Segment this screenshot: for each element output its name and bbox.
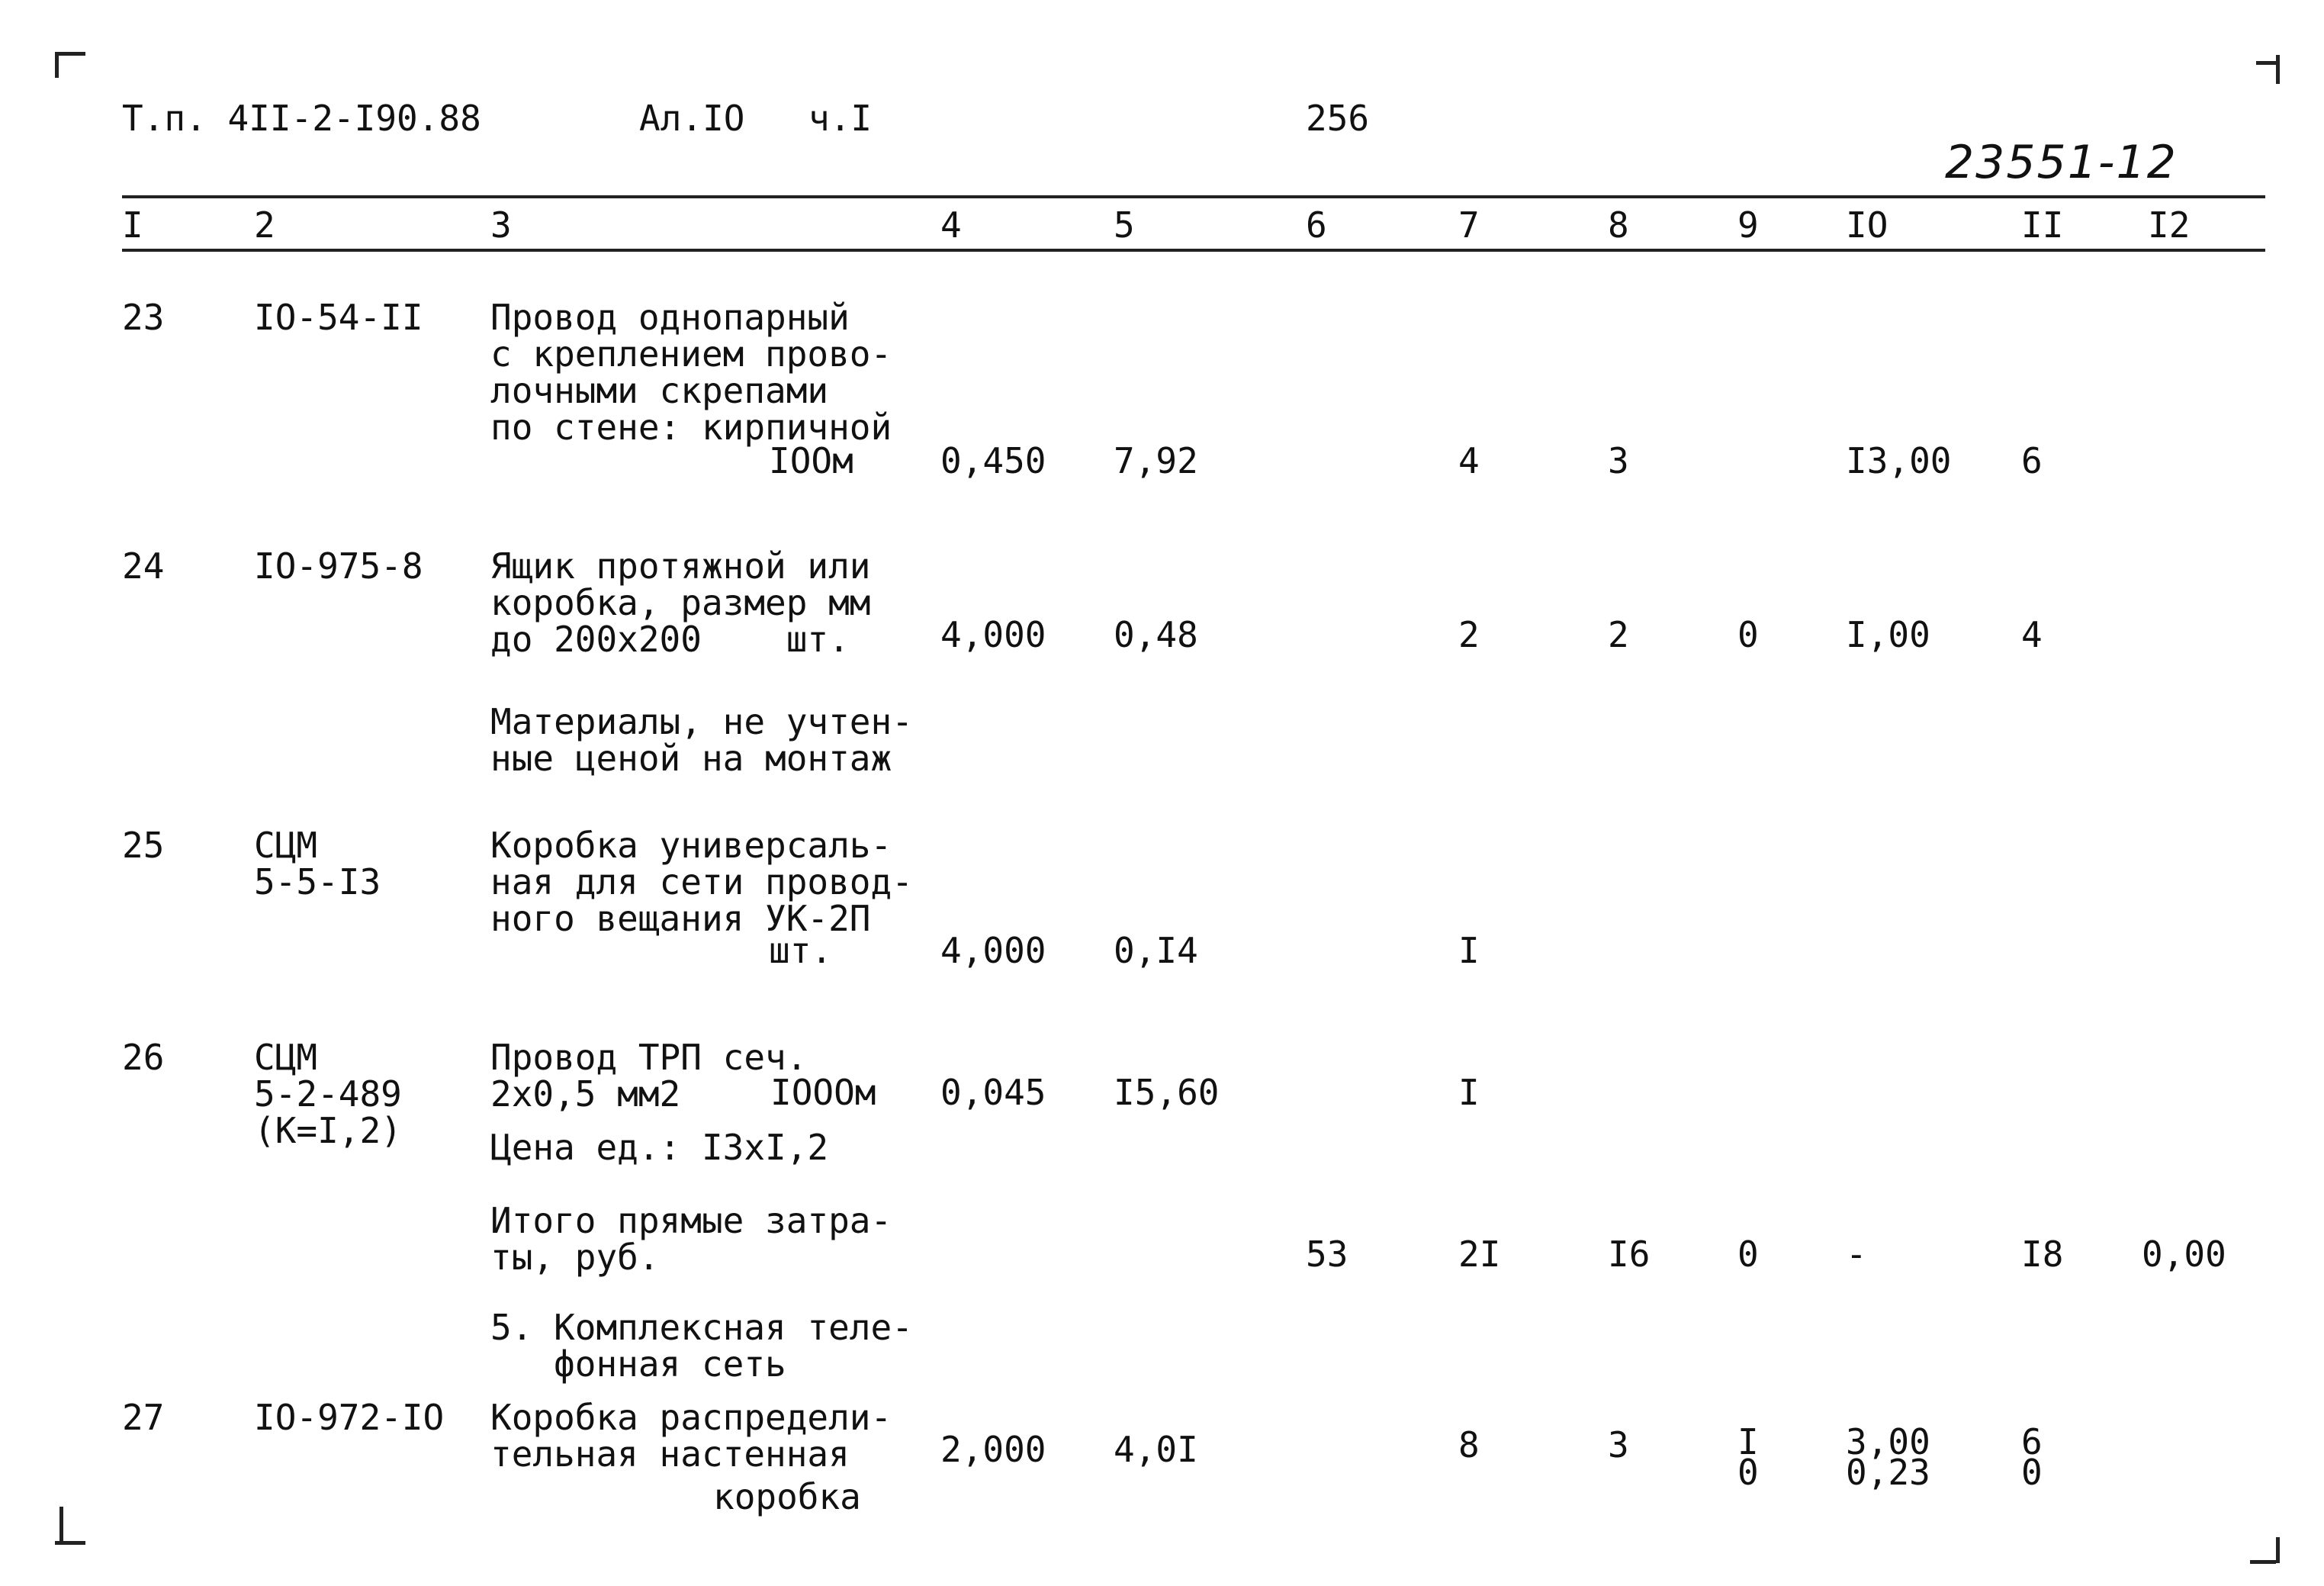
unit-price-note: Цена ед.: I3xI,2 (490, 1127, 829, 1168)
unit-of-measure: коробка (713, 1476, 861, 1517)
column-11-value: 6 (2021, 440, 2043, 481)
column-header-8: 8 (1608, 204, 1629, 246)
work-description: Провод однопарный с креплением прово- лочными скрепами по стене: кирпичной (490, 297, 892, 448)
corner-mark-bottom-right (2276, 1537, 2280, 1563)
column-7-value: 4 (1458, 440, 1480, 481)
total-label: Итого прямые затра- ты, руб. (490, 1200, 892, 1278)
column-10-value: 3,00 0,23 (1846, 1421, 1930, 1493)
corner-mark-top-left (55, 52, 85, 56)
total-column-7: 2I (1458, 1234, 1501, 1275)
total-column-6: 53 (1306, 1234, 1348, 1275)
page-number: 256 (1306, 98, 1370, 139)
column-header-7: 7 (1458, 204, 1480, 246)
row-number: 23 (122, 297, 165, 338)
column-header-5: 5 (1114, 204, 1135, 246)
column-header-10: IO (1846, 204, 1888, 246)
rate-code: IO-972-IO (254, 1397, 445, 1438)
work-description: Коробка распредели- тельная настенная (490, 1397, 892, 1475)
quantity: 4,000 (940, 930, 1046, 971)
section-heading: 5. Комплексная теле- фонная сеть (490, 1307, 913, 1385)
row-number: 27 (122, 1397, 165, 1438)
column-7-value: 8 (1458, 1424, 1480, 1465)
column-header-1: I (122, 204, 143, 246)
rate-code: СЦМ 5-2-489 (K=I,2) (254, 1037, 402, 1151)
column-10-value: I,00 (1846, 614, 1930, 655)
column-header-3: 3 (490, 204, 512, 246)
column-7-value: I (1458, 1072, 1480, 1113)
quantity: 2,000 (940, 1429, 1046, 1470)
row-number: 25 (122, 825, 165, 866)
total-column-11: I8 (2021, 1234, 2064, 1275)
column-9-value: 0 (1737, 614, 1759, 655)
column-8-value: 2 (1608, 614, 1629, 655)
column-11-value: 6 0 (2021, 1421, 2043, 1493)
document-reference: Т.п. 4II-2-I90.88 (122, 98, 481, 139)
quantity: 0,045 (940, 1072, 1046, 1113)
album-number: Ал.IO (639, 98, 745, 139)
unit-of-measure: шт. (769, 930, 833, 971)
corner-mark-top-right (2276, 55, 2280, 84)
corner-mark-bottom-right (2250, 1560, 2276, 1564)
total-column-9: 0 (1737, 1234, 1759, 1275)
section-heading: Материалы, не учтен- ные ценой на монтаж (490, 701, 913, 779)
column-5-value: 0,48 (1114, 614, 1198, 655)
column-8-value: 3 (1608, 1424, 1629, 1465)
rate-code: IO-975-8 (254, 545, 423, 587)
column-5-value: 7,92 (1114, 440, 1198, 481)
corner-mark-top-right (2256, 61, 2277, 65)
column-9-value: I 0 (1737, 1421, 1759, 1493)
column-header-9: 9 (1737, 204, 1759, 246)
row-number: 26 (122, 1037, 165, 1078)
column-5-value: I5,60 (1114, 1072, 1220, 1113)
column-header-6: 6 (1306, 204, 1327, 246)
work-description: Провод ТРП сеч. 2x0,5 мм2 (490, 1037, 808, 1115)
corner-mark-bottom-left (55, 1541, 85, 1545)
header-rule-top (122, 195, 2265, 198)
column-header-11: II (2021, 204, 2064, 246)
inventory-stamp: 23551-12 (1945, 136, 2178, 189)
column-header-4: 4 (940, 204, 962, 246)
total-column-10: - (1846, 1234, 1867, 1275)
total-column-12: 0,00 (2142, 1234, 2226, 1275)
work-description: Ящик протяжной или коробка, размер мм до 200x200 шт. (490, 545, 871, 660)
unit-of-measure: IOOOм (770, 1072, 876, 1113)
row-number: 24 (122, 545, 165, 587)
column-5-value: 0,I4 (1114, 930, 1198, 971)
rate-code: СЦМ 5-5-I3 (254, 825, 381, 902)
column-header-2: 2 (254, 204, 275, 246)
quantity: 0,450 (940, 440, 1046, 481)
column-header-12: I2 (2148, 204, 2191, 246)
column-5-value: 4,0I (1114, 1429, 1198, 1470)
quantity: 4,000 (940, 614, 1046, 655)
rate-code: IO-54-II (254, 297, 423, 338)
total-column-8: I6 (1608, 1234, 1651, 1275)
corner-mark-top-left (55, 52, 59, 78)
corner-mark-bottom-left (59, 1507, 63, 1542)
part-number: ч.I (808, 98, 873, 139)
column-7-value: 2 (1458, 614, 1480, 655)
column-11-value: 4 (2021, 614, 2043, 655)
column-7-value: I (1458, 930, 1480, 971)
work-description: Коробка универсаль- ная для сети провод- ного вещания УК-2П (490, 825, 913, 939)
header-rule-bottom (122, 249, 2265, 252)
column-8-value: 3 (1608, 440, 1629, 481)
unit-of-measure: IOOм (769, 440, 853, 481)
column-10-value: I3,00 (1846, 440, 1952, 481)
